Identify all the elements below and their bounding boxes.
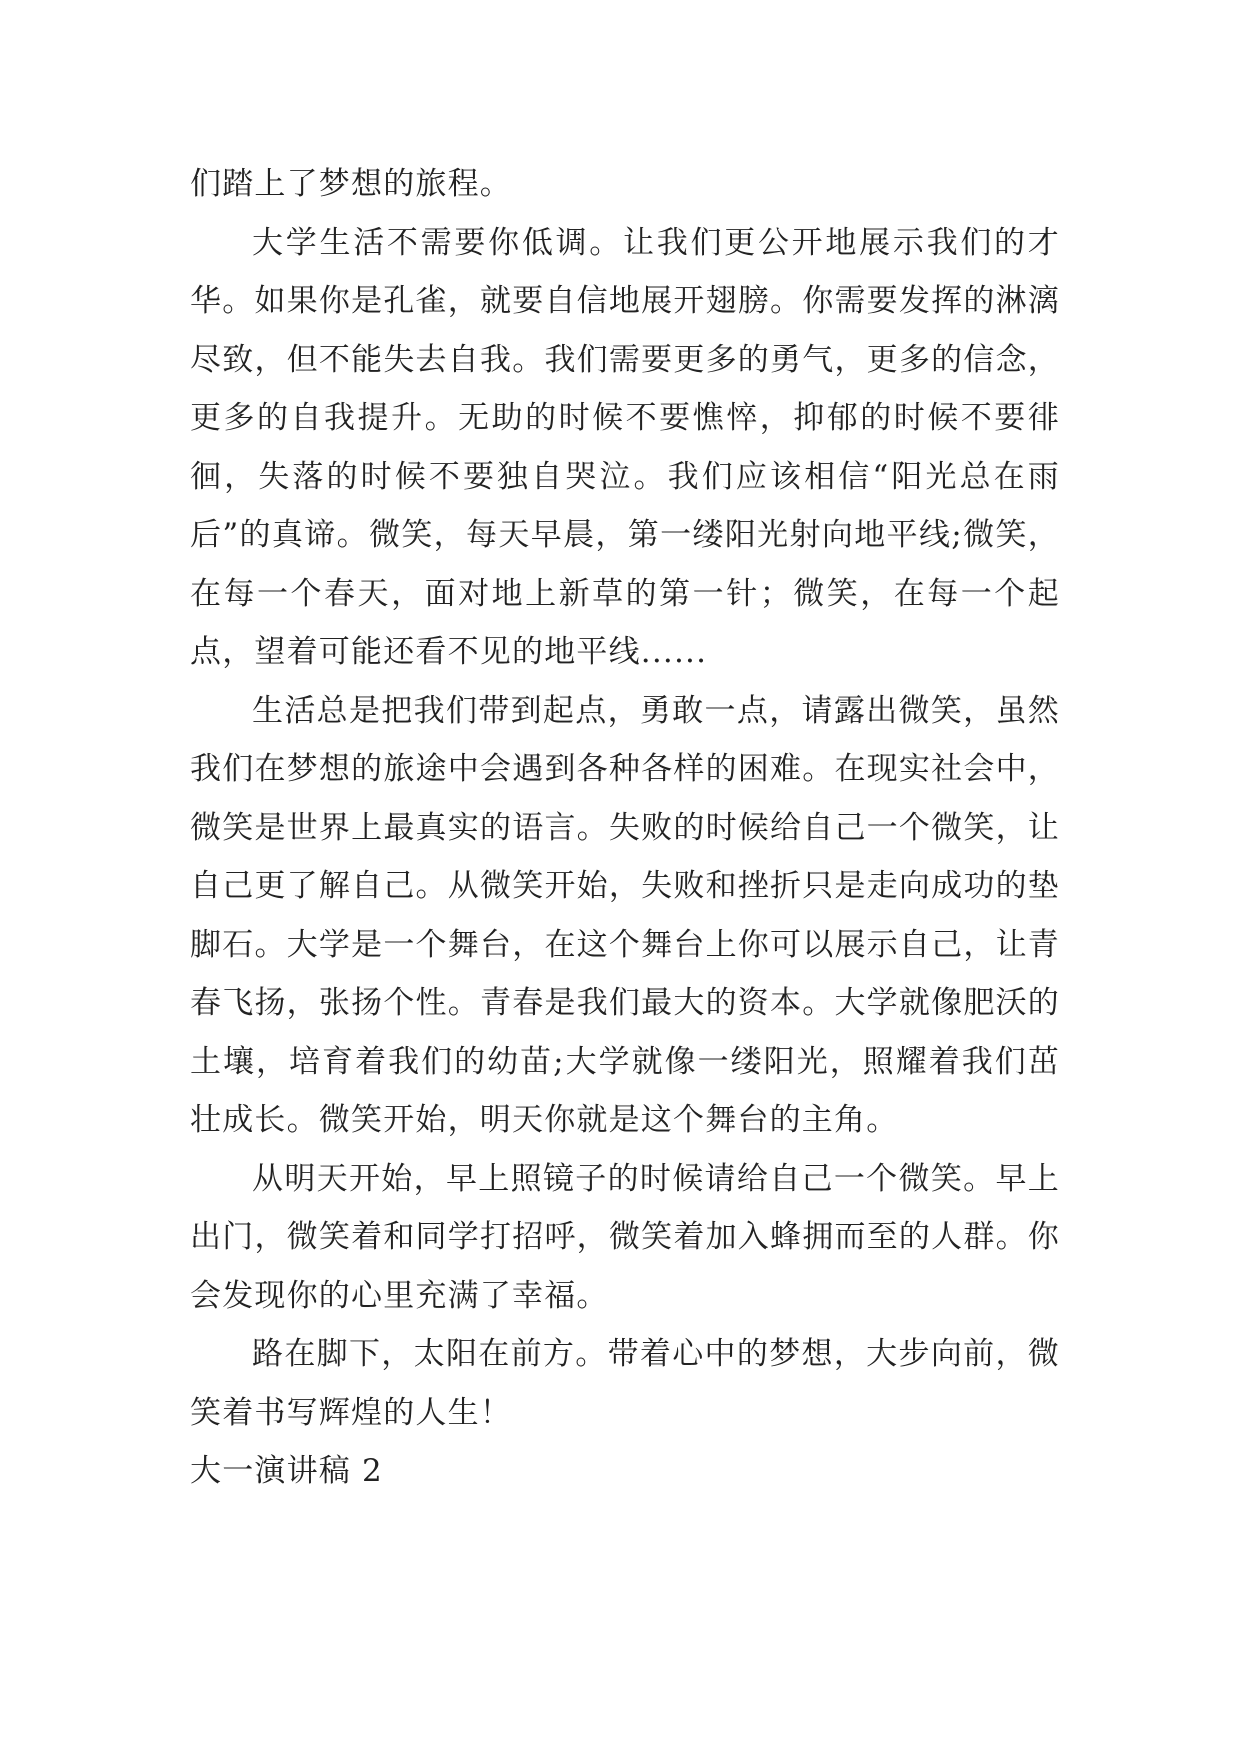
paragraph-tomorrow: 从明天开始，早上照镜子的时候请给自己一个微笑。早上出门，微笑着和同学打招呼，微笑着加入蜂拥而至的人群。你会发现你的心里充满了幸福。 (190, 1160, 1060, 1314)
section-heading: 大一演讲稿 2 (190, 1453, 383, 1489)
document-body (190, 155, 1060, 1501)
paragraph-road-ahead: 路在脚下，太阳在前方。带着心中的梦想，大步向前，微笑着书写辉煌的人生！ (190, 1336, 1060, 1431)
paragraph-continuation: 们踏上了梦想的旅程。 (190, 166, 512, 202)
paragraph-smile-start: 生活总是把我们带到起点，勇敢一点，请露出微笑，虽然我们在梦想的旅途中会遇到各种各样的困难。在现实社会中，微笑是世界上最真实的语言。失败的时候给自己一个微笑，让自己更了解自己。从微笑开始，失败和挫折只是走向成功的垫脚石。大学是一个舞台，在这个舞台上你可以展示自己，让青春飞扬，张扬个性。青春是我们最大的资本。大学就像肥沃的土壤，培育着我们的幼苗;大学就像一缕阳光，照耀着我们茁壮成长。微笑开始，明天你就是这个舞台的主角。 (190, 692, 1060, 1138)
paragraph-college-life: 大学生活不需要你低调。让我们更公开地展示我们的才华。如果你是孔雀，就要自信地展开翅膀。你需要发挥的淋漓尽致，但不能失去自我。我们需要更多的勇气，更多的信念，更多的自我提升。无助的时候不要憔悴，抑郁的时候不要徘徊，失落的时候不要独自哭泣。我们应该相信“阳光总在雨后”的真谛。微笑，每天早晨，第一缕阳光射向地平线;微笑，在每一个春天，面对地上新草的第一针；微笑，在每一个起点，望着可能还看不见的地平线...... (190, 224, 1060, 670)
